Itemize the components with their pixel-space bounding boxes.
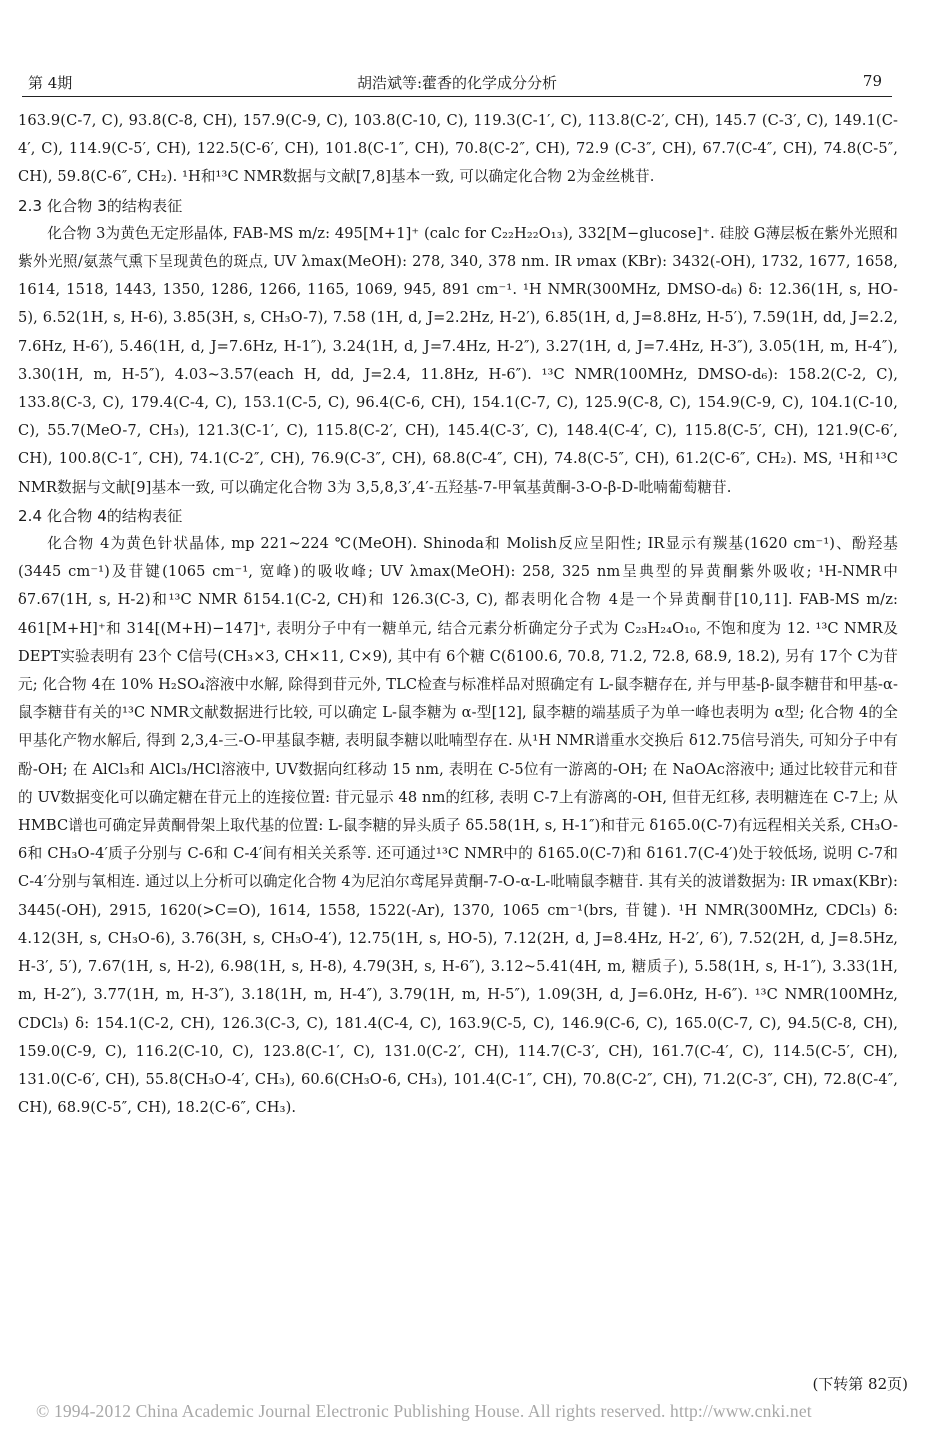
section-2-4: 2.4 化合物 4的结构表征 xyxy=(18,506,183,525)
running-header xyxy=(22,70,892,97)
para-compound2-data: 163.9(C-7, C), 93.8(C-8, CH), 157.9(C-9, C), 103.8(C-10, C), 119.3(C-1′, C), 113.8(C-2′, CH), 145.7 (C-3′, C), 149.1(C-4′, C), 114.9(C-5′, CH), 122.5(C-6′, CH), 101.8(C-1″, CH), 70.8(C-2″, CH), 72.9 (C-3″, CH), 67.7(C-4″, CH), 74.8(C-5″, CH), 59.8(C-6″, CH₂). ¹H和¹³C NMR数据与文献[7,8]基本一致, 可以确定化合物 2为金丝桃苷. xyxy=(18,112,898,186)
para-compound3: 化合物 3为黄色无定形晶体, FAB-MS m/z: 495[M+1]⁺ (calc for C₂₂H₂₂O₁₃), 332[M−glucose]⁺. 硅胶 G薄层板在紫外光照和紫外光照/氨蒸气熏下呈现黄色的斑点, UV λmax(MeOH): 278, 340, 378 nm. IR νmax (KBr): 3432(-OH), 1732, 1677, 1658, 1614, 1518, 1443, 1350, 1286, 1266, 1165, 1069, 945, 891 cm⁻¹. ¹H NMR(300MHz, DMSO-d₆) δ: 12.36(1H, s, HO-5), 6.52(1H, s, H-6), 3.85(3H, s, CH₃O-7), 7.58 (1H, d, J=2.2Hz, H-2′), 6.85(1H, d, J=8.8Hz, H-5′), 7.59(1H, dd, J=2.2, 7.6Hz, H-6′), 5.46(1H, d, J=7.6Hz, H-1″), 3.24(1H, d, J=7.4Hz, H-2″), 3.27(1H, d, J=7.4Hz, H-3″), 3.05(1H, m, H-4″), 3.30(1H, m, H-5″), 4.03~3.57(each H, dd, J=2.4, 11.8Hz, H-6″). ¹³C NMR(100MHz, DMSO-d₆): 158.2(C-2, C), 133.8(C-3, C), 179.4(C-4, C), 153.1(C-5, C), 96.4(C-6, CH), 154.1(C-7, C), 125.9(C-8, C), 154.9(C-9, C), 104.1(C-10, C), 55.7(MeO-7, CH₃), 121.3(C-1′, C), 115.8(C-2′, CH), 145.4(C-3′, C), 148.4(C-4′, C), 115.8(C-5′, CH), 121.9(C-6′, CH), 100.8(C-1″, CH), 74.1(C-2″, CH), 76.9(C-3″, CH), 68.8(C-4″, CH), 74.8(C-5″, CH), 61.2(C-6″, CH₂). MS, ¹H和¹³C NMR数据与文献[9]基本一致, 可以确定化合物 3为 3,5,8,3′,4′-五羟基-7-甲氧基黄酮-3-O-β-D-吡喃葡萄糖苷. xyxy=(18,224,898,496)
page-number: 79 xyxy=(862,72,882,90)
section-2-3: 2.3 化合物 3的结构表征 xyxy=(18,196,183,215)
issue-number: 第 4期 xyxy=(28,74,73,92)
para-compound4: 化合物 4为黄色针状晶体, mp 221~224 ℃(MeOH). Shinoda和 Molish反应呈阳性; IR显示有羰基(1620 cm⁻¹)、酚羟基(3445 cm⁻¹)及苷键(1065 cm⁻¹, 宽峰)的吸收峰; UV λmax(MeOH): 258, 325 nm呈典型的异黄酮紫外吸收; ¹H-NMR中 δ7.67(1H, s, H-2)和¹³C NMR δ154.1(C-2, CH)和 126.3(C-3, C), 都表明化合物 4是一个异黄酮苷[10,11]. FAB-MS m/z: 461[M+H]⁺和 314[(M+H)−147]⁺, 表明分子中有一糖单元, 结合元素分析确定分子式为 C₂₃H₂₄O₁₀, 不饱和度为 12. ¹³C NMR及 DEPT实验表明有 23个 C信号(CH₃×3, CH×11, C×9), 其中有 6个糖 C(δ100.6, 70.8, 71.2, 72.8, 68.9, 18.2), 另有 17个 C为苷元; 化合物 4在 10% H₂SO₄溶液中水解, 除得到苷元外, TLC检查与标准样品对照确定有 L-鼠李糖存在, 并与甲基-β-鼠李糖苷和甲基-α-鼠李糖苷有关的¹³C NMR文献数据进行比较, 可以确定 L-鼠李糖为 α-型[12], 鼠李糖的端基质子为单一峰也表明为 α型; 化合物 4的全甲基化产物水解后, 得到 2,3,4-三-O-甲基鼠李糖, 表明鼠李糖以吡喃型存在. 从¹H NMR谱重水交换后 δ12.75信号消失, 可知分子中有酚-OH; 在 AlCl₃和 AlCl₃/HCl溶液中, UV数据向红移动 15 nm, 表明在 C-5位有一游离的-OH; 在 NaOAc溶液中; 通过比较苷元和苷的 UV数据变化可以确定糖在苷元上的连接位置: 苷元显示 48 nm的红移, 表明 C-7上有游离的-OH, 但苷无红移, 表明糖连在 C-7上; 从 HMBC谱也可确定异黄酮骨架上取代基的位置: L-鼠李糖的异头质子 δ5.58(1H, s, H-1″)和苷元 δ165.0(C-7)有远程相关关系, CH₃O-6和 CH₃O-4′质子分别与 C-6和 C-4′间有相关关系等. 还可通过¹³C NMR中的 δ165.0(C-7)和 δ161.7(C-4′)处于较低场, 说明 C-7和 C-4′分别与氧相连. 通过以上分析可以确定化合物 4为尼泊尔鸢尾异黄酮-7-O-α-L-吡喃鼠李糖苷. 其有关的波谱数据为: IR νmax(KBr): 3445(-OH), 2915, 1620(>C=O), 1614, 1558, 1522(-Ar), 1370, 1065 cm⁻¹(brs, 苷键). ¹H NMR(300MHz, CDCl₃) δ: 4.12(3H, s, CH₃O-6), 3.76(3H, s, CH₃O-4′), 12.75(1H, s, HO-5), 7.12(2H, d, J=8.4Hz, H-2′, 6′), 7.52(2H, d, J=8.5Hz, H-3′, 5′), 7.67(1H, s, H-2), 6.98(1H, s, H-8), 4.79(3H, s, H-6″), 3.12~5.41(4H, m, 糖质子), 5.58(1H, s, H-1″), 3.33(1H, m, H-2″), 3.77(1H, m, H-3″), 3.18(1H, m, H-4″), 3.79(1H, m, H-5″), 1.09(3H, d, J=6.0Hz, H-6″). ¹³C NMR(100MHz, CDCl₃) δ: 154.1(C-2, CH), 126.3(C-3, C), 181.4(C-4, C), 163.9(C-5, C), 146.9(C-6, C), 165.0(C-7, C), 94.5(C-8, CH), 159.0(C-9, C), 116.2(C-10, C), 123.8(C-1′, C), 131.0(C-2′, CH), 114.7(C-3′, CH), 161.7(C-4′, C), 114.5(C-5′, CH), 131.0(C-6′, CH), 55.8(CH₃O-4′, CH₃), 60.6(CH₃O-6, CH₃), 101.4(C-1″, CH), 70.8(C-2″, CH), 71.2(C-3″, CH), 72.8(C-4″, CH), 68.9(C-5″, CH), 18.2(C-6″, CH₃). xyxy=(18,535,898,1117)
article-body xyxy=(18,107,898,1122)
running-title: 胡浩斌等:藿香的化学成分分析 xyxy=(356,74,558,92)
continued-note: (下转第 82页) xyxy=(812,1375,908,1393)
copyright-footer: © 1994-2012 China Academic Journal Electronic Publishing House. All rights reserved. http://www.cnki.net xyxy=(36,1401,812,1421)
